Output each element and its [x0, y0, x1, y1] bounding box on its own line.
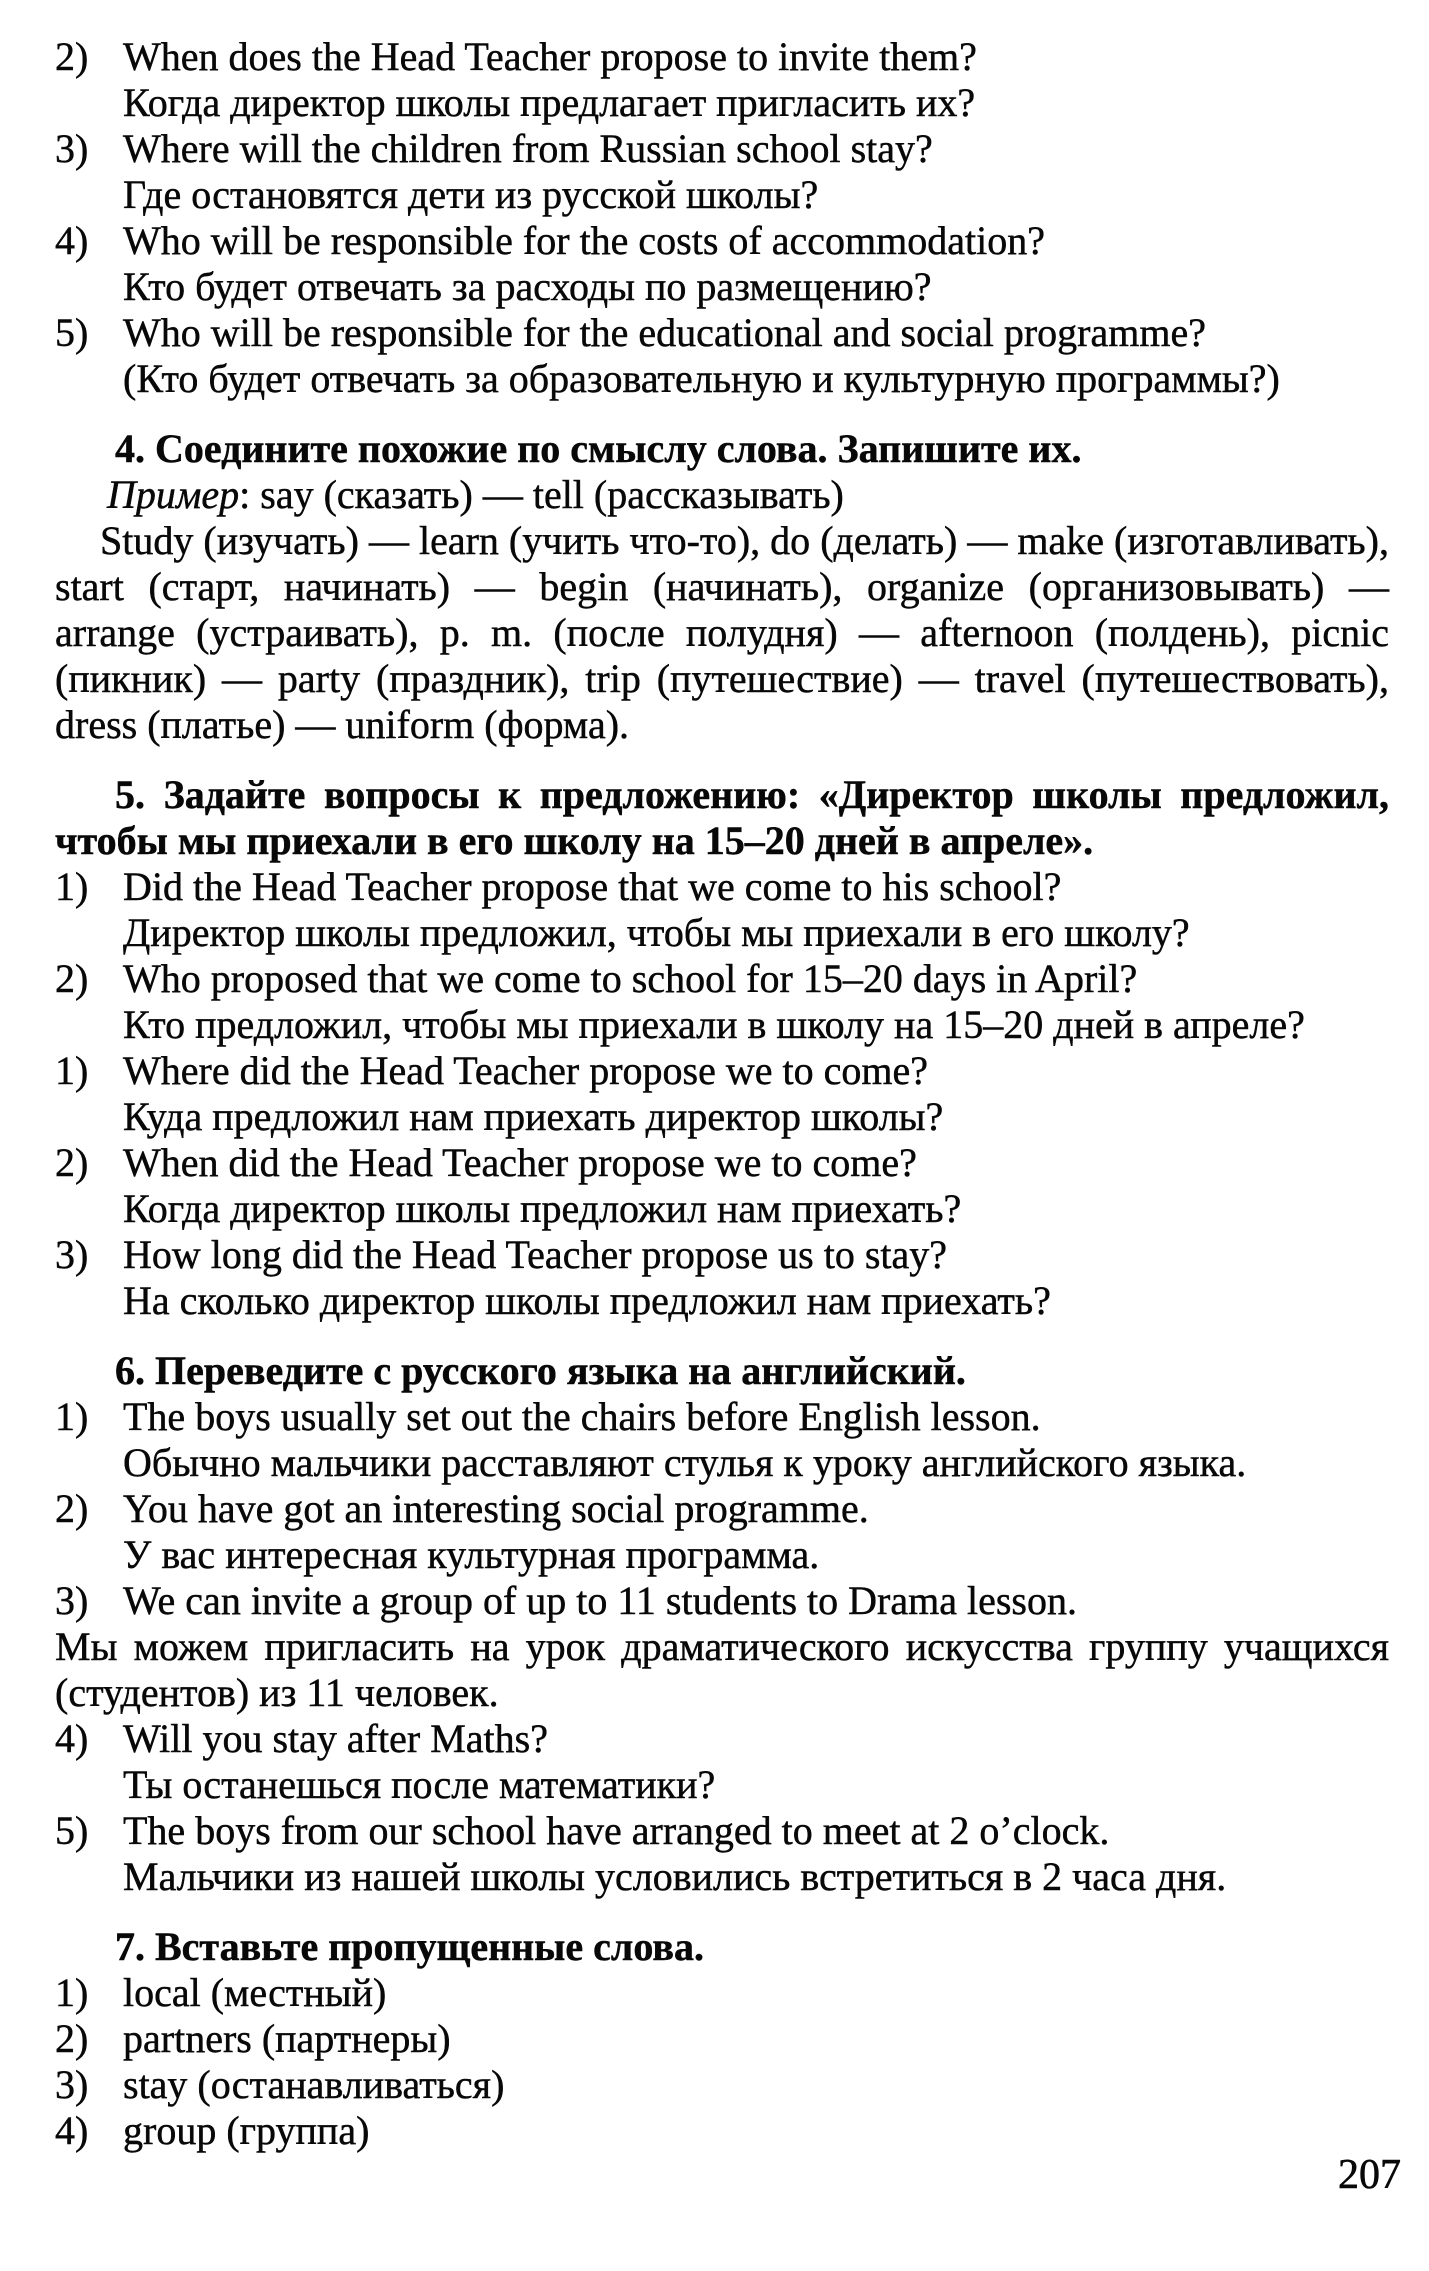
word-item: [55, 2062, 1389, 2108]
sentence-russian: У вас интересная культурная программа.: [123, 1532, 820, 1577]
page-number: 207: [1338, 2152, 1401, 2198]
item-number: 3): [55, 2062, 89, 2107]
question-item: [55, 1048, 1389, 1140]
question-english: When did the Head Teacher propose we to come?: [123, 1140, 917, 1185]
sentence-russian: Ты останешься после математики?: [123, 1762, 716, 1807]
exercise-7: [55, 1924, 1389, 2154]
sentence-item: [55, 1486, 1389, 1578]
exercise-4: [55, 426, 1389, 748]
question-item: [55, 1232, 1389, 1324]
question-english: Where did the Head Teacher propose we to come?: [123, 1048, 928, 1093]
item-number: 2): [55, 1140, 89, 1185]
example-label: Пример: [107, 472, 240, 517]
exercise-4-heading: 4. Соедините похожие по смыслу слова. Запишите их.: [115, 426, 1082, 471]
item-number: 5): [55, 310, 89, 355]
exercise-7-heading: 7. Вставьте пропущенные слова.: [115, 1924, 704, 1969]
question-russian: Когда директор школы предлагает пригласить их?: [123, 80, 976, 125]
sentence-item: [55, 1808, 1389, 1900]
question-russian: На сколько директор школы предложил нам приехать?: [123, 1278, 1051, 1323]
question-english: When does the Head Teacher propose to invite them?: [123, 34, 977, 79]
exercise-4-example: [55, 472, 1389, 518]
question-item: [55, 126, 1389, 218]
sentence-russian: Мы можем пригласить на урок драматического искусства группу учащихся (студентов) из 11 человек.: [55, 1624, 1389, 1715]
item-number: 3): [55, 1232, 89, 1277]
item-number: 4): [55, 2108, 89, 2153]
item-number: 2): [55, 956, 89, 1001]
sentence-russian: Обычно мальчики расставляют стулья к уроку английского языка.: [123, 1440, 1247, 1485]
sentence-english: Will you stay after Maths?: [123, 1716, 548, 1761]
question-item: [55, 956, 1389, 1048]
question-item: [55, 310, 1389, 402]
sentence-russian: Мальчики из нашей школы условились встретиться в 2 часа дня.: [123, 1854, 1227, 1899]
item-number: 1): [55, 1394, 89, 1439]
item-number: 3): [55, 1578, 89, 1623]
item-number: 1): [55, 1970, 89, 2015]
item-number: 4): [55, 218, 89, 263]
item-number: 2): [55, 2016, 89, 2061]
exercise-6: [55, 1348, 1389, 1900]
question-english: How long did the Head Teacher propose us to stay?: [123, 1232, 948, 1277]
question-item: [55, 864, 1389, 956]
exercise-6-heading: 6. Переведите с русского языка на английский.: [115, 1348, 966, 1393]
word-text: stay (останавливаться): [123, 2062, 505, 2107]
question-russian: Куда предложил нам приехать директор школы?: [123, 1094, 944, 1139]
question-english: Who proposed that we come to school for 15–20 days in April?: [123, 956, 1138, 1001]
question-russian: Кто предложил, чтобы мы приехали в школу на 15–20 дней в апреле?: [123, 1002, 1305, 1047]
word-item: [55, 1970, 1389, 2016]
item-number: 2): [55, 34, 89, 79]
question-item: [55, 34, 1389, 126]
sentence-item: [55, 1394, 1389, 1486]
sentence-item: [55, 1716, 1389, 1808]
question-item: [55, 218, 1389, 310]
item-number: 1): [55, 864, 89, 909]
item-number: 3): [55, 126, 89, 171]
item-number: 1): [55, 1048, 89, 1093]
word-item: [55, 2016, 1389, 2062]
exercise-4-word-pairs: Study (изучать) — learn (учить что-то), do (делать) — make (изготавливать), start (старт, начинать) — begin (начинать), organize (организовывать) — arrange (устраивать), p. m. (после полудня) — afternoon (полдень), picnic (пикник) — party (праздник), trip (путешествие) — travel (путешествовать), dress (платье) — uniform (форма).: [55, 518, 1389, 747]
exercise-5-heading: 5. Задайте вопросы к предложению: «Директор школы предложил, чтобы мы приехали в его школу на 15–20 дней в апреле».: [55, 772, 1389, 863]
item-number: 5): [55, 1808, 89, 1853]
question-english: Who will be responsible for the educational and social programme?: [123, 310, 1206, 355]
sentence-english: The boys from our school have arranged to meet at 2 o’clock.: [123, 1808, 1110, 1853]
item-number: 2): [55, 1486, 89, 1531]
word-text: partners (партнеры): [123, 2016, 451, 2061]
question-russian: Где остановятся дети из русской школы?: [123, 172, 819, 217]
question-english: Who will be responsible for the costs of accommodation?: [123, 218, 1045, 263]
question-russian: Когда директор школы предложил нам приехать?: [123, 1186, 962, 1231]
item-number: 4): [55, 1716, 89, 1761]
question-item: [55, 1140, 1389, 1232]
example-text: : say (сказать) — tell (рассказывать): [239, 472, 844, 517]
question-english: Did the Head Teacher propose that we come to his school?: [123, 864, 1062, 909]
sentence-english: You have got an interesting social programme.: [123, 1486, 869, 1531]
question-russian: Кто будет отвечать за расходы по размещению?: [123, 264, 932, 309]
sentence-english: We can invite a group of up to 11 students to Drama lesson.: [123, 1578, 1077, 1623]
question-english: Where will the children from Russian school stay?: [123, 126, 933, 171]
exercise-5: [55, 772, 1389, 1324]
sentence-item: [55, 1578, 1389, 1716]
word-item: [55, 2108, 1389, 2154]
question-russian: (Кто будет отвечать за образовательную и культурную программы?): [123, 356, 1280, 401]
word-text: group (группа): [123, 2108, 370, 2153]
question-russian: Директор школы предложил, чтобы мы приехали в его школу?: [123, 910, 1190, 955]
sentence-english: The boys usually set out the chairs before English lesson.: [123, 1394, 1041, 1439]
top-questions-list: [55, 34, 1389, 402]
word-text: local (местный): [123, 1970, 387, 2015]
